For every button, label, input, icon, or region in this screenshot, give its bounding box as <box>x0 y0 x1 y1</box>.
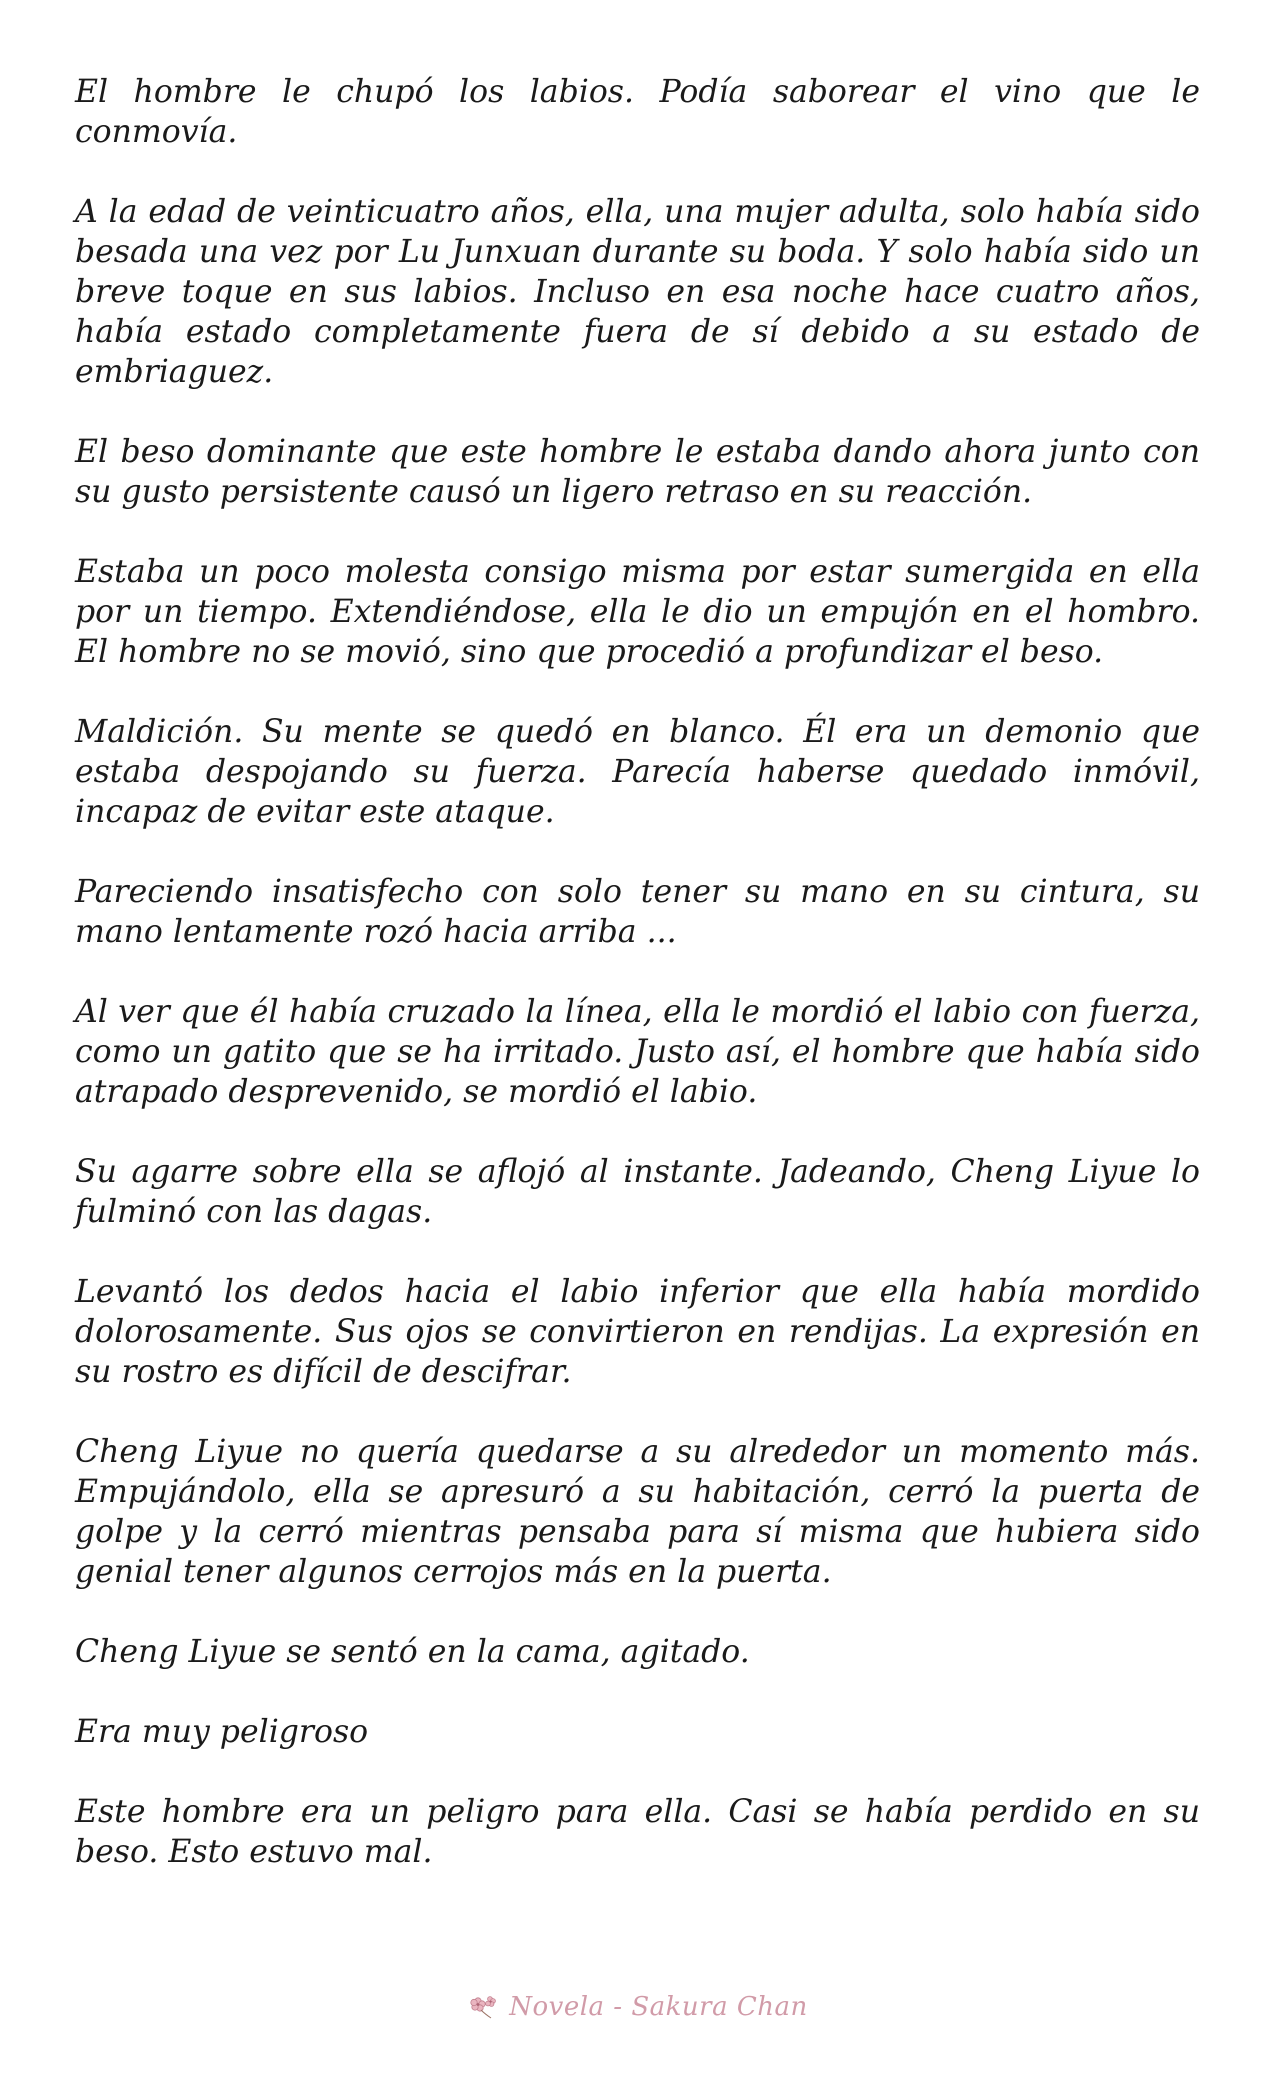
paragraph-4: Estaba un poco molesta consigo misma por estar sumergida en ella por un tiempo. Extendiéndose, ella le dio un empujón en el hombro. El hombre no se movió, sino que procedió a profundizar el beso. <box>75 554 1200 670</box>
cherry-blossom-icon <box>467 1992 501 2022</box>
paragraph-8: Su agarre sobre ella se aflojó al instante. Jadeando, Cheng Liyue lo fulminó con las dagas. <box>75 1154 1200 1230</box>
document-body <box>75 72 1200 1912</box>
paragraph-6: Pareciendo insatisfecho con solo tener su mano en su cintura, su mano lentamente rozó hacia arriba ... <box>75 874 1200 950</box>
paragraph-13: Este hombre era un peligro para ella. Casi se había perdido en su beso. Esto estuvo mal. <box>75 1794 1200 1870</box>
paragraph-3: El beso dominante que este hombre le estaba dando ahora junto con su gusto persistente causó un ligero retraso en su reacción. <box>75 434 1200 510</box>
paragraph-12: Era muy peligroso <box>75 1714 369 1750</box>
paragraph-5: Maldición. Su mente se quedó en blanco. Él era un demonio que estaba despojando su fuerza. Parecía haberse quedado inmóvil, incapaz de evitar este ataque. <box>75 714 1200 830</box>
paragraph-10: Cheng Liyue no quería quedarse a su alrededor un momento más. Empujándolo, ella se apresuró a su habitación, cerró la puerta de golpe y la cerró mientras pensaba para sí misma que hubiera sido genial tener algunos cerrojos más en la puerta. <box>75 1434 1200 1590</box>
paragraph-11: Cheng Liyue se sentó en la cama, agitado. <box>75 1634 750 1670</box>
watermark <box>467 1992 808 2022</box>
watermark-text: Novela - Sakura Chan <box>509 1992 808 2022</box>
paragraph-7: Al ver que él había cruzado la línea, ella le mordió el labio con fuerza, como un gatito que se ha irritado. Justo así, el hombre que había sido atrapado desprevenido, se mordió el labio. <box>75 994 1200 1110</box>
page-footer <box>0 1992 1275 2022</box>
paragraph-1: El hombre le chupó los labios. Podía saborear el vino que le conmovía. <box>75 74 1200 150</box>
paragraph-9: Levantó los dedos hacia el labio inferior que ella había mordido dolorosamente. Sus ojos se convirtieron en rendijas. La expresión en su rostro es difícil de descifrar. <box>75 1274 1200 1390</box>
paragraph-2: A la edad de veinticuatro años, ella, una mujer adulta, solo había sido besada una vez por Lu Junxuan durante su boda. Y solo había sido un breve toque en sus labios. Incluso en esa noche hace cuatro años, había estado completamente fuera de sí debido a su estado de embriaguez. <box>75 194 1200 390</box>
